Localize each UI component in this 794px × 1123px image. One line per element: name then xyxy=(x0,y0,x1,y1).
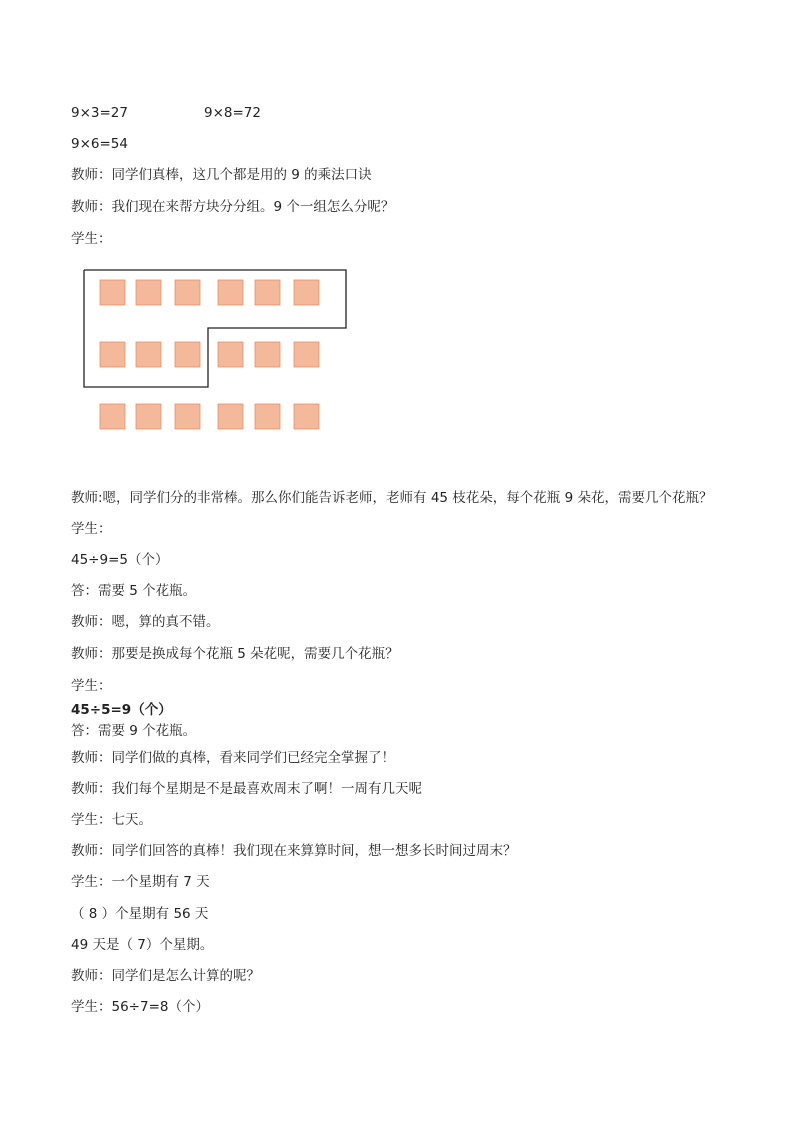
square-r3-c4 xyxy=(218,404,243,429)
square-r1-c2 xyxy=(136,280,161,305)
square-r3-c5 xyxy=(255,404,280,429)
square-r1-c4 xyxy=(218,280,243,305)
teacher-line-2: 教师：我们现在来帮方块分分组。9 个一组怎么分呢？ xyxy=(71,199,395,215)
student-label-2: 学生： xyxy=(71,521,112,537)
student-line-seven-days: 学生：七天。 xyxy=(71,812,152,828)
weeks-in-56-days: （ 8 ）个星期有 56 天 xyxy=(71,906,209,922)
student-label-1: 学生： xyxy=(71,231,112,247)
square-r1-c5 xyxy=(255,280,280,305)
student-line-week: 学生：一个星期有 7 天 xyxy=(71,874,210,890)
student-label-3: 学生： xyxy=(71,678,112,694)
teacher-line-7: 教师：我们每个星期是不是最喜欢周末了啊！一周有几天呢 xyxy=(71,781,422,797)
division-45-9: 45÷9=5（个） xyxy=(71,552,169,568)
answer-2: 答：需要 9 个花瓶。 xyxy=(71,723,197,739)
equation-9x6: 9×6=54 xyxy=(71,136,128,152)
teacher-line-4: 教师：嗯，算的真不错。 xyxy=(71,614,220,630)
square-r2-c4 xyxy=(218,342,243,367)
square-r2-c2 xyxy=(136,342,161,367)
teacher-line-5: 教师：那要是换成每个花瓶 5 朵花呢，需要几个花瓶？ xyxy=(71,646,399,662)
teacher-line-6: 教师：同学们做的真棒，看来同学们已经完全掌握了！ xyxy=(71,750,395,766)
square-r3-c6 xyxy=(294,404,319,429)
square-r3-c3 xyxy=(175,404,200,429)
teacher-line-8: 教师：同学们回答的真棒！我们现在来算算时间，想一想多长时间过周末？ xyxy=(71,843,517,859)
square-r3-c1 xyxy=(100,404,125,429)
equation-9x8: 9×8=72 xyxy=(204,105,261,121)
square-grouping-figure xyxy=(70,262,360,437)
square-r2-c1 xyxy=(100,342,125,367)
square-r3-c2 xyxy=(136,404,161,429)
division-45-5: 45÷5=9（个） xyxy=(71,702,172,718)
teacher-line-9: 教师：同学们是怎么计算的呢？ xyxy=(71,968,260,984)
teacher-line-1: 教师：同学们真棒，这几个都是用的 9 的乘法口诀 xyxy=(71,167,372,183)
square-r1-c6 xyxy=(294,280,319,305)
square-r2-c5 xyxy=(255,342,280,367)
square-r2-c3 xyxy=(175,342,200,367)
answer-1: 答：需要 5 个花瓶。 xyxy=(71,583,197,599)
student-line-division: 学生：56÷7=8（个） xyxy=(71,999,209,1015)
square-r1-c1 xyxy=(100,280,125,305)
equation-9x3: 9×3=27 xyxy=(71,105,128,121)
square-r1-c3 xyxy=(175,280,200,305)
square-r2-c6 xyxy=(294,342,319,367)
grouping-diagram xyxy=(70,262,360,437)
teacher-line-3: 教师:嗯，同学们分的非常棒。那么你们能告诉老师，老师有 45 枝花朵，每个花瓶 9 朵花，需要几个花瓶？ xyxy=(71,490,713,506)
days-49-weeks: 49 天是（ 7）个星期。 xyxy=(71,937,214,953)
